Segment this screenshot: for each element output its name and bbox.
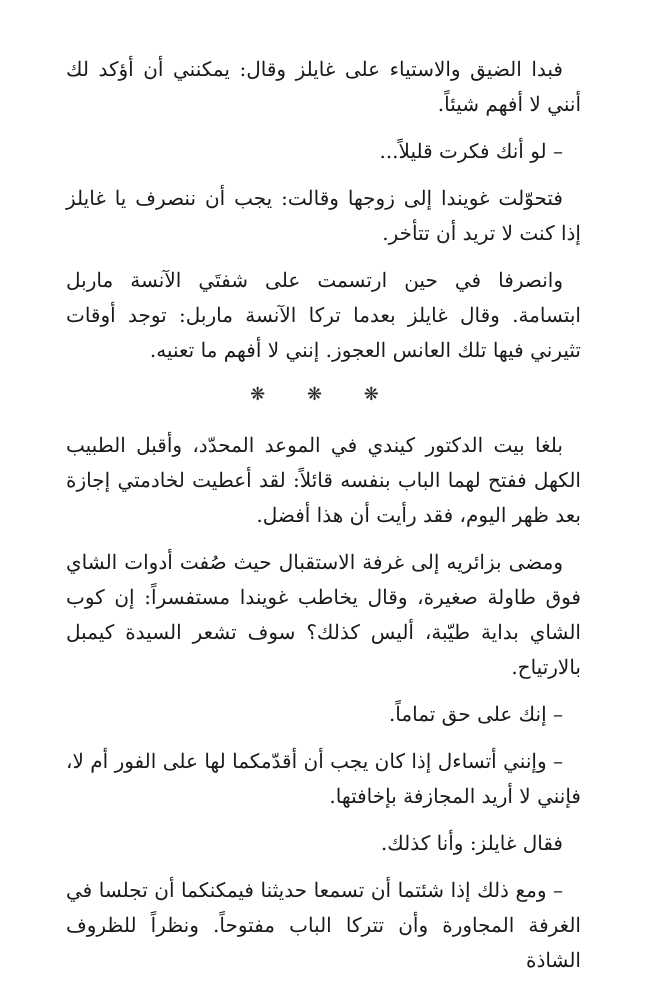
paragraph: وانصرفا في حين ارتسمت على شفتَي الآنسة ماربل ابتسامة. وقال غايلز بعدما تركا الآنسة ماربل: توجد أوقات تثيرني فيها تلك العانس العجوز. إنني لا أفهم ما تعنيه. <box>66 268 581 362</box>
paragraph: فبدا الضيق والاستياء على غايلز وقال: يمكنني أن أؤكد لك أنني لا أفهم شيئاً. <box>66 57 581 116</box>
paragraph: بلغا بيت الدكتور كيندي في الموعد المحدّد، وأقبل الطبيب الكهل ففتح لهما الباب بنفسه قائلاً: لقد أعطيت لخادمتي إجازة بعد ظهر اليوم، فقد رأيت أن هذا أفضل. <box>66 433 581 527</box>
book-page <box>66 52 581 990</box>
paragraph: – ومع ذلك إذا شئتما أن تسمعا حديثنا فيمكنكما أن تجلسا في الغرفة المجاورة وأن تتركا الباب مفتوحاً. ونظراً للظروف الشاذة <box>66 878 581 972</box>
paragraph: – لو أنك فكرت قليلاً... <box>379 139 563 163</box>
paragraph: فقال غايلز: وأنا كذلك. <box>380 831 563 855</box>
paragraph: ومضى بزائريه إلى غرفة الاستقبال حيث صُفت أدوات الشاي فوق طاولة صغيرة، وقال يخاطب غويندا مستفسراً: إن كوب الشاي بداية طيّبة، أليس كذلك؟ سوف تشعر السيدة كيمبل بالارتياح. <box>66 550 581 679</box>
paragraph: فتحوّلت غويندا إلى زوجها وقالت: يجب أن ننصرف يا غايلز إذا كنت لا تريد أن تتأخر. <box>66 186 581 245</box>
paragraph: – إنك على حق تماماً. <box>388 702 563 726</box>
paragraph: – وإنني أتساءل إذا كان يجب أن أقدّمكما لها على الفور أم لا، فإنني لا أريد المجازفة بإخافتها. <box>66 749 581 808</box>
section-separator: ❋ ❋ ❋ <box>250 384 397 405</box>
